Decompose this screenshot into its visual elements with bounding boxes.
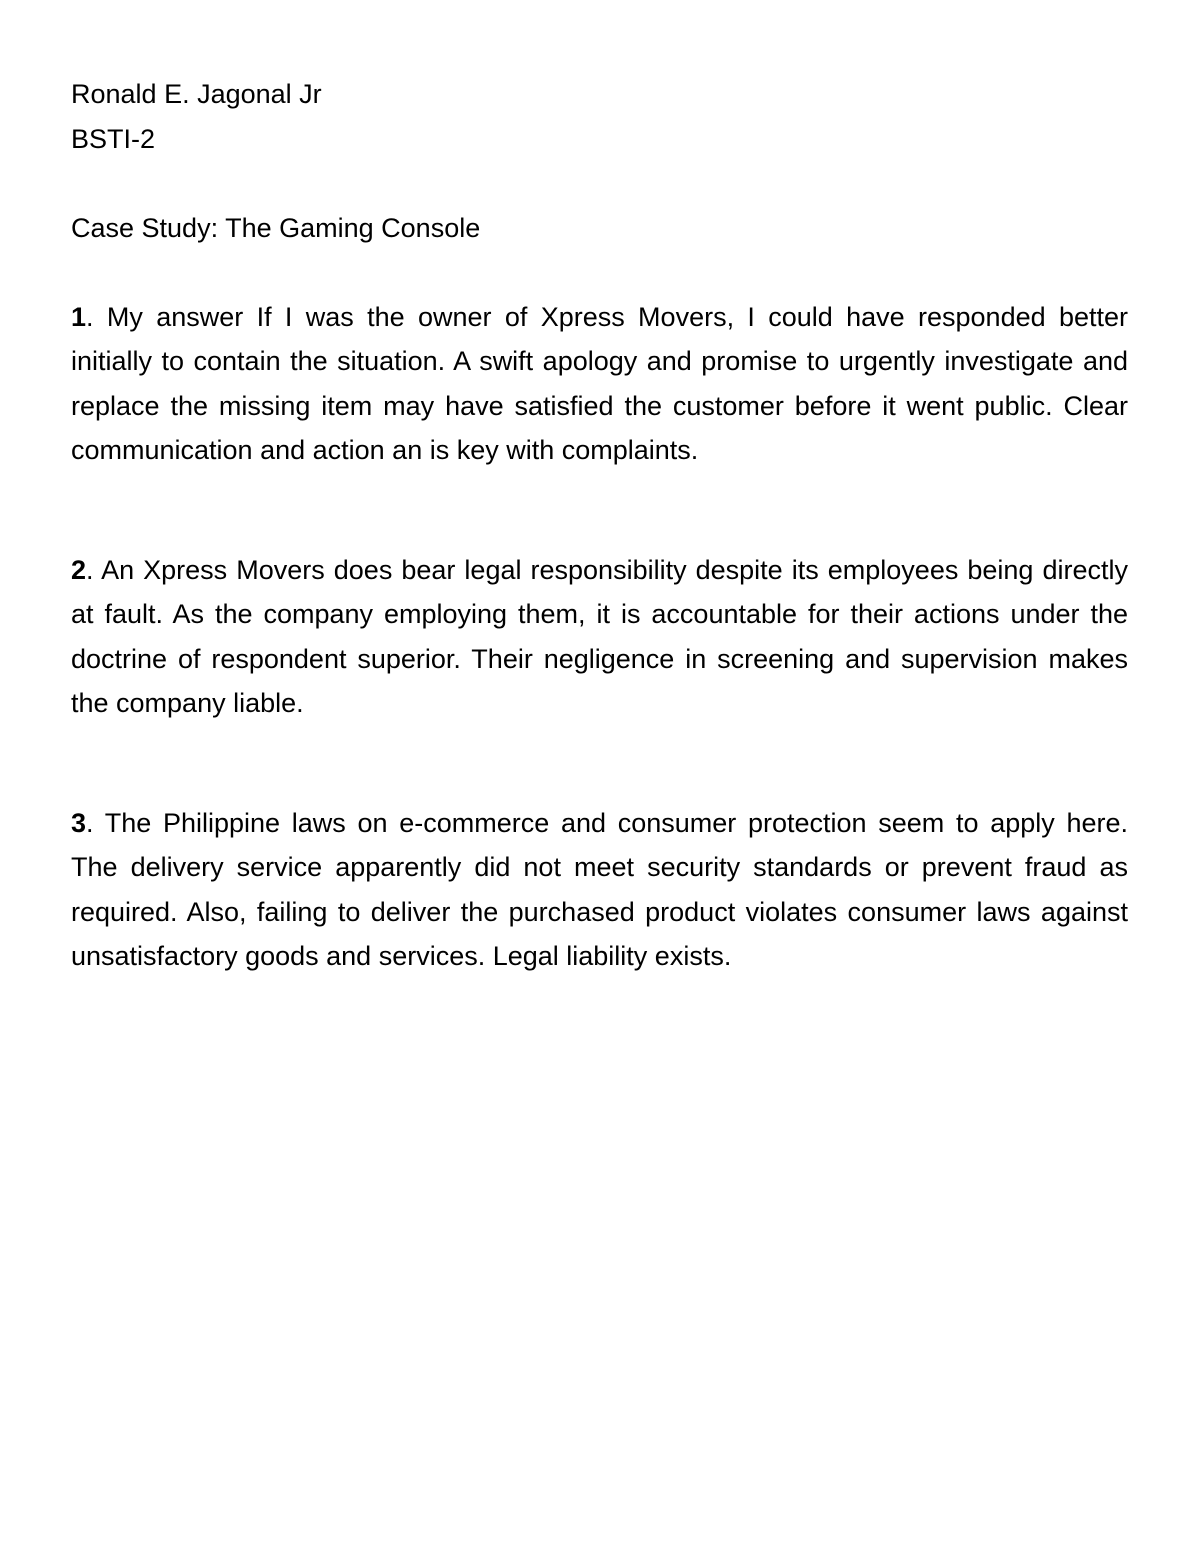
student-section: BSTI-2 [71, 123, 156, 154]
answer-3-number: 3 [71, 807, 87, 838]
document-body [71, 72, 1128, 979]
author-name: Ronald E. Jagonal Jr [71, 79, 322, 109]
answer-1-text: . My answer If I was the owner of Xpress Movers, I could have responded better initially to contain the situation. A swift apology and promise to urgently investigate and replace the missing item may have satisfied the customer before it went public. Clear communication and action an is key with complaints. [71, 301, 1128, 465]
document-title: Case Study: The Gaming Console [71, 212, 481, 243]
answer-2 [71, 548, 1128, 726]
answer-2-number: 2 [71, 554, 87, 585]
answer-3 [71, 801, 1128, 979]
blank-line [71, 726, 1128, 801]
blank-line [71, 161, 1128, 206]
blank-line [71, 473, 1128, 548]
answer-3-text: . The Philippine laws on e-commerce and consumer protection seem to apply here. The delivery service apparently did not meet security standards or prevent fraud as required. Also, failing to deliver the purchased product violates consumer laws against unsatisfactory goods and services. Legal liability exists. [71, 807, 1128, 971]
answer-1 [71, 295, 1128, 473]
answer-2-text: . An Xpress Movers does bear legal responsibility despite its employees being directly at fault. As the company employing them, it is accountable for their actions under the doctrine of respondent superior. Their negligence in screening and supervision makes the company liable. [71, 554, 1128, 718]
blank-line [71, 250, 1128, 295]
answer-1-number: 1 [71, 301, 87, 332]
